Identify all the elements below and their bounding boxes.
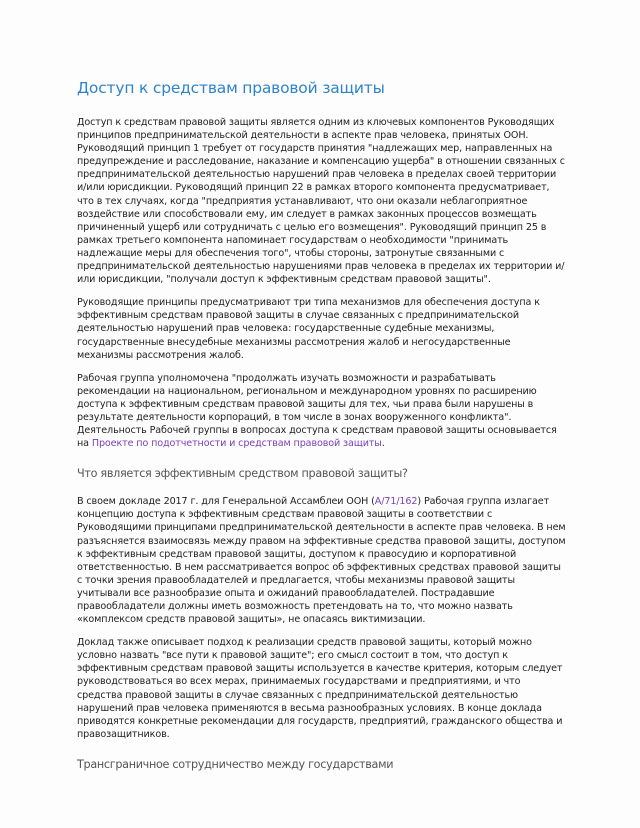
accountability-project-link[interactable]: Проекте по подотчетности и средствам правовой защиты (91, 438, 382, 450)
paragraph-text: В своем докладе 2017 г. для Генеральной Ассамблеи ООН ( (77, 496, 375, 508)
paragraph-intro: Доступ к средствам правовой защиты является одним из ключевых компонентов Руководящих принципов предпринимательской деятельности в аспекте прав человека, принятых ООН. Руководящий принцип 1 требует от государств принятия "надлежащих мер, направленных на предупреждение и расследование, наказание и компенсацию ущерба" в отношении связанных с предпринимательской деятельностью нарушений прав человека в пределах своей территории и/или юрисдикции. Руководящий принцип 22 в рамках второго компонента предусматривает, что в тех случаях, когда "предприятия устанавливают, что они оказали неблагоприятное воздействие или способствовали ему, им следует в рамках законных процессов возмещать причиненный ущерб или сотрудничать с целью его возмещения". Руководящий принцип 25 в рамках третьего компонента напоминает государствам о необходимости "принимать надлежащие меры для обеспечения того", чтобы стороны, затронутые связанными с предпринимательской деятельностью нарушениями прав человека в пределах их территории и/или юрисдикции, "получали доступ к эффективным средствам правовой защиты". (77, 117, 565, 286)
paragraph-mechanisms: Руководящие принципы предусматривают три типа механизмов для обеспечения доступа к эффективным средствам правовой защиты в случае связанных с предпринимательской деятельностью нарушений прав человека: государственные судебные механизмы, государственные внесудебные механизмы рассмотрения жалоб и негосударственные механизмы рассмотрения жалоб. (77, 297, 540, 361)
report-a71-162-link[interactable]: A/71/162 (374, 496, 418, 508)
paragraph-report-2017 (77, 495, 567, 626)
paragraph-text: Рабочая группа уполномочена "продолжать изучать возможности и разрабатывать рекомендации на национальном, региональном и международном уровнях по расширению доступа к эффективным средствам правовой защиты для тех, чьи права были нарушены в результате деятельности корпораций, в том числе в зонах вооруженного конфликта". Деятельность Рабочей группы в вопросах доступа к средствам правовой защиты основывается на (77, 372, 557, 450)
section-heading-cross-border: Трансграничное сотрудничество между государствами (77, 757, 394, 771)
document-page (77, 78, 567, 786)
paragraph-working-group (77, 372, 567, 451)
paragraph-report-approach: Доклад также описывает подход к реализации средств правовой защиты, который можно условно назвать "все пути к правовой защите"; его смысл состоит в том, что доступ к эффективным средствам правовой защиты используется в качестве критерия, которым следует руководствоваться во всех мерах, принимаемых государствами и предприятиями, и что средства правовой защиты в случае связанных с предпринимательской деятельностью нарушений прав человека применяются в весьма разнообразных условиях. В конце доклада приводятся конкретные рекомендации для государств, предприятий, гражданского общества и правозащитников. (77, 637, 563, 740)
paragraph-text: . (381, 438, 385, 450)
paragraph-text: ) Рабочая группа излагает концепцию доступа к эффективным средствам правовой защиты в соответствии с Руководящими принципами предпринимательской деятельности в аспекте прав человека. В нем разъясняется взаимосвязь между правом на эффективные средства правовой защиты, доступом к эффективным средствам правовой защиты, доступом к правосудию и корпоративной ответственностью. В нем рассматривается вопрос об эффективных средствах правовой защиты с точки зрения правообладателей и предлагается, чтобы механизмы правовой защиты учитывали все разнообразие опыта и ожиданий правообладателей. Пострадавшие правообладатели должны иметь возможность претендовать на то, что можно назвать «комплексом средств правовой защиты», не опасаясь виктимизации. (77, 496, 566, 626)
section-heading-effective-remedy: Что является эффективным средством правовой защиты? (77, 467, 408, 481)
page-title: Доступ к средствам правовой защиты (77, 79, 385, 97)
